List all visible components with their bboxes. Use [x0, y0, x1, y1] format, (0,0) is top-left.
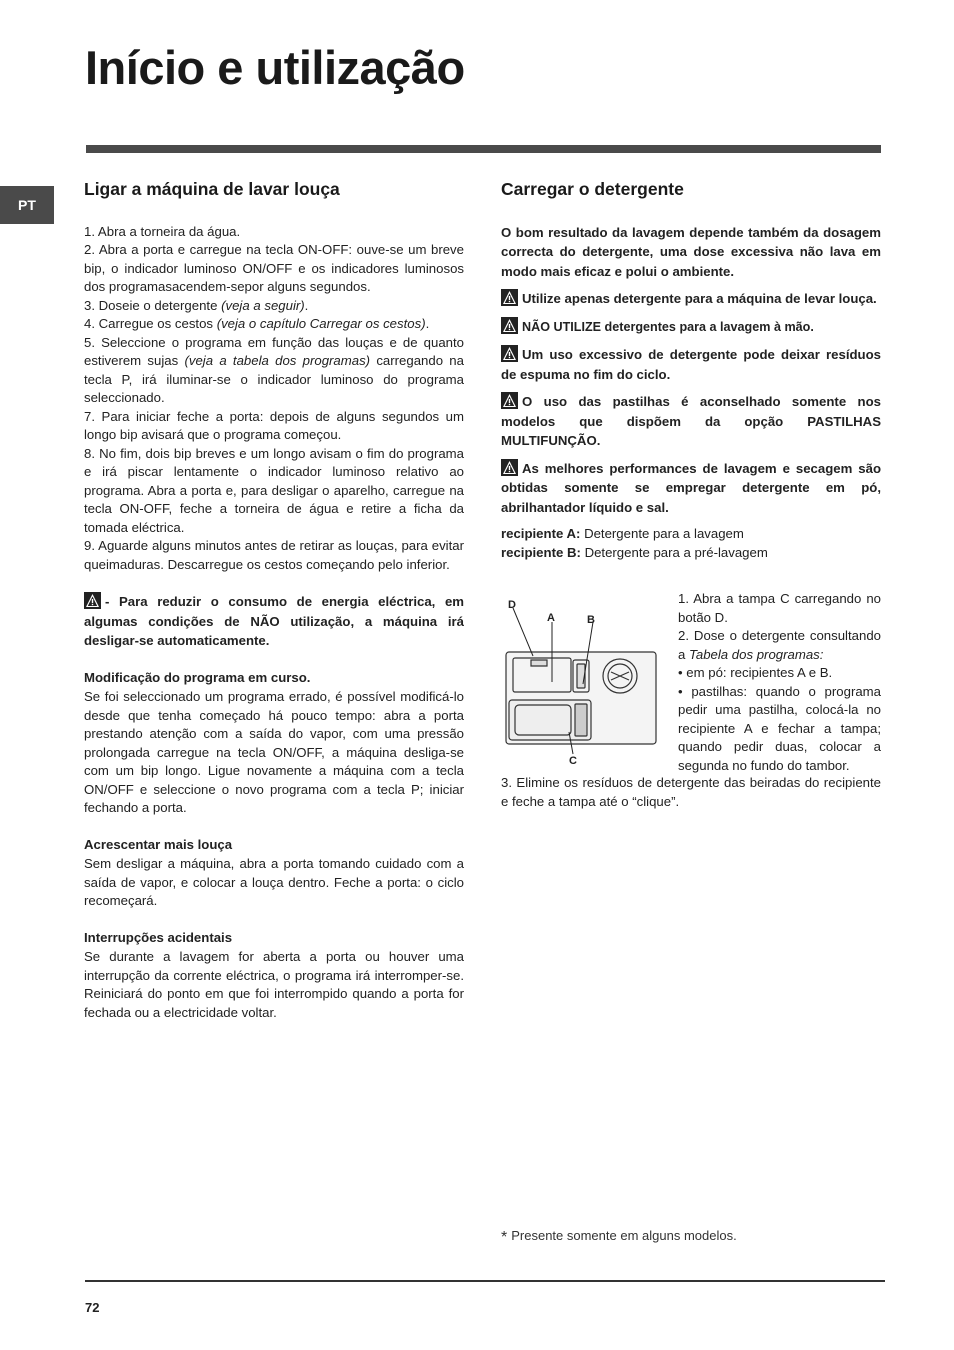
footer-rule	[85, 1280, 885, 1282]
warning-icon	[501, 392, 518, 409]
interruptions-heading: Interrupções acidentais	[84, 929, 233, 945]
warning-icon	[501, 317, 518, 334]
step-9: 9. Aguarde alguns minutos antes de retirar as louças, para evitar queimaduras. Descarregue os cestos começando pelo inferior.	[84, 538, 464, 572]
warning-icon	[501, 345, 518, 362]
add-dishes-heading: Acrescentar mais louça	[84, 836, 233, 852]
modify-text: Se foi seleccionado um programa errado, é possível modificá-lo desde que tenha começado há pouco tempo: abra a porta prestando atenção com a saída do vapor, com uma pressão prolongada carregue na tecla ON/OFF, a máquina desliga-se com um bip longo. Ligue novamente a máquina com a tecla ON/OFF e seleccione o novo programa com a tecla P; iniciar fechando a porta.	[84, 689, 464, 815]
step-4: 4. Carregue os cestos (veja o capítulo Carregar os cestos).	[84, 316, 430, 331]
diagram-label-c: C	[569, 755, 577, 767]
footnote-star: *	[501, 1229, 508, 1246]
dispenser-step-3	[501, 774, 881, 811]
page-number: 72	[85, 1300, 100, 1315]
section-heading-start: Ligar a máquina de lavar louça	[84, 179, 340, 199]
detergent-intro: O bom resultado da lavagem depende também da dosagem correcta do detergente, uma dose excessiva não lava em modo mais eficaz e polui o ambiente.	[501, 224, 881, 279]
language-tab: PT	[0, 186, 54, 224]
header-rule	[86, 145, 881, 153]
right-column	[501, 180, 881, 562]
interruptions-text: Se durante a lavagem for aberta a porta ou houver uma interrupção da corrente eléctrica, o programa irá interromper-se. Reiniciará do ponto em que foi interrompido quando a porta for fechada ou a electricidade voltar.	[84, 949, 464, 1020]
detergent-dispenser-diagram	[503, 594, 665, 774]
warning-icon	[84, 592, 101, 609]
fig-step-1: 1. Abra a tampa C carregando no botão D.	[678, 591, 881, 625]
fig-step-2: 2. Dose o detergente consultando a Tabela dos programas:	[678, 628, 881, 662]
warning-icon	[501, 289, 518, 306]
detergent-warning-5: As melhores performances de lavagem e secagem são obtidas somente se empregar detergente em pó, abrilhantador líquido e sal.	[501, 460, 881, 515]
energy-warning: - Para reduzir o consumo de energia eléctrica, em algumas condições de NÃO utilização, a máquina irá desligar-se automaticamente.	[84, 594, 464, 648]
step-2: 2. Abra a porta e carregue na tecla ON-OFF: ouve-se um breve bip, o indicador luminoso ON/OFF e os indicadores luminosos dos programasacendem-sepor alguns segundos.	[84, 242, 464, 294]
detergent-warning-2: NÃO UTILIZE detergentes para a lavagem à mão.	[501, 317, 881, 338]
step-3: 3. Doseie o detergente (veja a seguir).	[84, 297, 309, 313]
diagram-label-b: B	[587, 614, 595, 626]
dispenser-steps	[678, 590, 881, 775]
step-5: 5. Seleccione o programa em função das louças e de quanto estiverem sujas (veja a tabela dos programas) carregando na tecla P, irá iluminar-se o indicador luminoso do programa seleccionado.	[84, 334, 464, 405]
modify-heading: Modificação do programa em curso.	[84, 669, 311, 685]
left-column	[84, 180, 464, 1022]
step-1: 1. Abra a torneira da água.	[84, 223, 241, 239]
diagram-label-a: A	[547, 612, 555, 624]
step-7: 7. Para iniciar feche a porta: depois de alguns segundos um longo bip avisará que o programa começou.	[84, 408, 464, 442]
footnote: * Presente somente em alguns modelos.	[501, 1228, 737, 1246]
fig-step-tablets: • pastilhas: quando o programa pedir uma pastilha, colocá-la no recipiente A e fechar a tampa; quando pedir duas, colocar a segunda no fundo do tambor.	[678, 683, 881, 773]
warning-icon	[501, 459, 518, 476]
step-8: 8. No fim, dois bip breves e um longo avisam o fim do programa e irá piscar lentamente o indicador luminoso relativo ao programa. Abra a porta e, para desligar o aparelho, carregue na tecla ON-OFF, feche a torneira de água e retire a ficha da tomada eléctrica.	[84, 445, 464, 535]
container-a: recipiente A: Detergente para a lavagem	[501, 526, 744, 541]
add-dishes-text: Sem desligar a máquina, abra a porta tomando cuidado com a saída de vapor, e colocar a louça dentro. Feche a porta: o ciclo recomeçará.	[84, 856, 464, 908]
detergent-warning-3: Um uso excessivo de detergente pode deixar resíduos de espuma no fim do ciclo.	[501, 347, 881, 382]
diagram-label-d: D	[508, 599, 516, 611]
detergent-warning-1: Utilize apenas detergente para a máquina de levar louça.	[501, 289, 881, 309]
section-heading-detergent: Carregar o detergente	[501, 179, 684, 199]
fig-step-3: 3. Elimine os resíduos de detergente das beiradas do recipiente e feche a tampa até o “clique”.	[501, 775, 881, 809]
detergent-warning-4: O uso das pastilhas é aconselhado somente nos modelos que dispõem da opção PASTILHAS MULTIFUNÇÃO.	[501, 394, 881, 448]
container-b: recipiente B: Detergente para a pré-lavagem	[501, 544, 768, 560]
fig-step-powder: • em pó: recipientes A e B.	[678, 665, 833, 680]
page-title: Início e utilização	[85, 41, 465, 94]
